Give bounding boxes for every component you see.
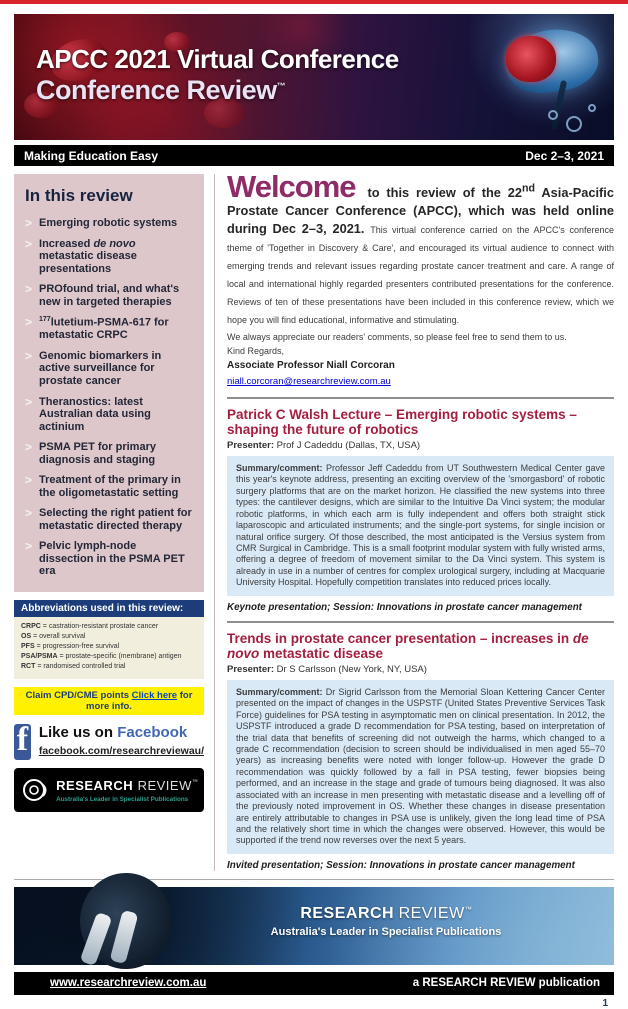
welcome-body: This virtual conference carried on the APCC's conference theme of 'Together in Discovery & Care', and encouraged its virtual audience to connect with emerging trends and relevant issues regarding prostate cancer treatment and care. A range of local and international highly regarded presenters contributed presentations for the conference. Reviews of ten of these presentations have been included in this conference review, which we hope you will find educational, informative and stimulating.	[227, 225, 614, 325]
presenter-line: Presenter: Prof J Cadeddu (Dallas, TX, USA)	[227, 440, 421, 452]
welcome-section	[227, 169, 614, 389]
facebook-page-link[interactable]: facebook.com/researchreviewau/	[38, 744, 204, 757]
regards-line: Kind Regards,	[227, 346, 285, 357]
info-bar	[14, 145, 614, 166]
banner-brand-text	[242, 905, 530, 938]
review-topic	[25, 474, 193, 499]
welcome-paragraph	[227, 169, 614, 328]
review-topic-label: Increased de novo metastatic disease presentations	[39, 237, 137, 275]
abbreviation-entry: CRPC = castration-resistant prostate cancer	[21, 622, 159, 630]
review-topic-label: Theranostics: latest Australian data using actinium	[39, 395, 151, 433]
abbreviation-entry: PFS = progression-free survival	[21, 643, 120, 651]
facebook-icon[interactable]: f	[14, 724, 31, 760]
review-topic-label: Emerging robotic systems	[39, 217, 178, 229]
welcome-heading: Welcome	[227, 169, 356, 204]
review-topic	[25, 238, 193, 276]
research-review-logo	[14, 768, 204, 812]
masthead-titles	[36, 44, 399, 106]
issue-date: Dec 2–3, 2021	[525, 148, 604, 163]
chevron-bullet-icon: >	[25, 216, 33, 230]
review-topic-label: Genomic biomarkers in active surveillance for prostate cancer	[39, 349, 162, 387]
chevron-bullet-icon: >	[25, 506, 33, 521]
section-divider	[227, 397, 614, 399]
abbreviations-title: Abbreviations used in this review:	[14, 600, 204, 617]
review-topic	[25, 441, 193, 466]
presenter-line: Presenter: Dr S Carlsson (New York, NY, USA)	[227, 663, 427, 675]
logo-tagline: Australia's Leader in Specialist Publications	[56, 795, 189, 803]
session-line: Invited presentation; Session: Innovations in prostate cancer management	[227, 859, 575, 871]
review-topic-label: Pelvic lymph-node dissection in the PSMA PET era	[39, 540, 185, 578]
main-content	[214, 169, 614, 871]
ordinal-superscript: nd	[522, 182, 536, 195]
chevron-bullet-icon: >	[25, 440, 33, 455]
article-title: Patrick C Walsh Lecture – Emerging robotic systems – shaping the future of robotics	[227, 406, 577, 437]
trademark-symbol: ™	[464, 906, 472, 914]
comments-note: We always appreciate our readers' comments, so please feel free to send them to us.	[227, 332, 567, 342]
review-topic	[25, 396, 193, 434]
sections-container	[227, 407, 614, 871]
abbreviations-list	[14, 617, 204, 679]
tagline: Making Education Easy	[24, 148, 159, 163]
page-number: 1	[602, 997, 608, 1009]
review-topic	[25, 316, 193, 342]
review-topic-label: PSMA PET for primary diagnosis and staging	[39, 441, 156, 466]
cpd-text: Claim CPD/CME points	[25, 689, 130, 701]
review-topic-label: Treatment of the primary in the oligometastatic setting	[39, 474, 181, 499]
facebook-panel	[14, 720, 204, 760]
facebook-like-label: Like us on Facebook	[38, 723, 188, 741]
cpd-banner	[14, 687, 204, 715]
chevron-bullet-icon: >	[25, 282, 33, 297]
footer-website-link[interactable]: www.researchreview.com.au	[50, 977, 207, 990]
chevron-bullet-icon: >	[25, 315, 33, 330]
abbreviation-entry: OS = overall survival	[21, 633, 86, 641]
article-section	[227, 407, 614, 613]
review-topic-label: PROfound trial, and what's new in targeted therapies	[39, 283, 180, 308]
editor-email-link[interactable]: niall.corcoran@researchreview.com.au	[227, 375, 391, 387]
review-topic	[25, 540, 193, 578]
in-this-review-panel	[14, 174, 204, 592]
molecule-icon	[588, 104, 596, 112]
conference-title: APCC 2021 Virtual Conference	[36, 44, 399, 74]
review-topic-label: $^{177}$lutetium-PSMA-617 for metastatic CRPC	[39, 316, 169, 342]
research-review-logo-icon	[20, 775, 50, 805]
abbreviations-panel	[14, 600, 204, 679]
chevron-bullet-icon: >	[25, 539, 33, 554]
review-topic	[25, 507, 193, 532]
sidebar	[14, 174, 204, 812]
footer-publication: a RESEARCH REVIEW publication	[412, 977, 600, 990]
editor-name: Associate Professor Niall Corcoran	[227, 359, 395, 371]
trademark-symbol: ™	[191, 779, 198, 786]
abbreviation-entry: RCT = randomised controlled trial	[21, 663, 126, 671]
masthead-banner	[14, 14, 614, 140]
trademark-symbol: ™	[276, 81, 286, 91]
footer-bar	[14, 972, 614, 995]
summary-box: Summary/comment: Dr Sigrid Carlsson from the Memorial Sloan Kettering Cancer Center presented on the impact of changes in the USPSTF (United States Preventive Services Task Force) guidelines for PSA testing in asymptomatic men on clinical presentation. In 2012, the USPSTF introduced a grade D recommendation for PSA testing, based on interpretation of the trial data that benefits of screening did not outweigh the harms, which changed to a grade C recommendation (decision to screen should be individualised in men aged 55–70 years) as increasing benefits were noted with longer follow-up. However the grade D recommendation was quickly followed by a fall in PSA testing, fewer biopsies being performed, and an increase in the stage and grade of tumours being diagnosed. It was also associated with an increase in men presenting with metastatic disease and a levelling off of the previously noted improvement in OS. Whether these changes in disease presentation are entirely attributable to changes in PSA use is unlikely, given the long lead time of PSA and the relatively short time in which the changes were observed. However, this would be supported if the trend now reverses over the next 5 years.	[227, 680, 614, 854]
chevron-bullet-icon: >	[25, 473, 33, 488]
cpd-click-here-link[interactable]: Click here	[131, 689, 178, 701]
facebook-text	[39, 724, 204, 759]
review-topic	[25, 217, 193, 230]
banner-brand: RESEARCH REVIEW™	[300, 904, 472, 922]
content-area	[14, 169, 614, 871]
article-section	[227, 631, 614, 871]
summary-box: Summary/comment: Professor Jeff Cadeddu from UT Southwestern Medical Center gave this year's keynote address, presenting an exciting overview of the 'smorgasbord' of robotic surgery platforms that are on the market horizon. He classified the new systems into three types: the cantilever designs, which are similar to the Intuitive Da Vinci system; the modular robotic platforms, in which each arm is fully independent and offers both straight stick laparoscopic and articulated instruments; and the single-port systems, for single incision or natural orifice surgery. Of those described, the most anticipated is the Versius system from CMR Surgical in Cambridge. This is a small footprint modular system with fully wristed arms, offering a degree of freedom of movement similar to the Da Vinci system. This system is already in use in a number of centres for complex urological surgery, including at Macquarie University Hospital. Hopefully competition translates into reduced prices locally.	[227, 456, 614, 596]
banner-tagline: Australia's Leader in Specialist Publications	[270, 925, 502, 938]
chevron-bullet-icon: >	[25, 236, 33, 251]
facebook-wordmark: Facebook	[117, 723, 188, 741]
review-topic-label: Selecting the right patient for metastatic directed therapy	[39, 507, 192, 532]
tumor-illustration	[506, 36, 556, 82]
review-topics-list	[25, 217, 193, 578]
session-line: Keynote presentation; Session: Innovations in prostate cancer management	[227, 601, 582, 613]
molecule-icon	[548, 110, 558, 120]
chevron-bullet-icon: >	[25, 348, 33, 363]
publication-title: Conference Review™	[36, 75, 286, 105]
review-topic	[25, 283, 193, 308]
abbreviation-entry: PSA/PSMA = prostate-specific (membrane) antigen	[21, 653, 182, 661]
research-review-banner	[14, 887, 614, 965]
welcome-lead: to this review of the 22nd Asia-Pacific Prostate Cancer Conference (APCC), which was held online during Dec 2–3, 2021.	[227, 182, 614, 236]
section-divider	[227, 621, 614, 623]
review-topic	[25, 350, 193, 388]
top-accent-line	[0, 0, 628, 4]
cpd-text-suffix: for more info.	[86, 689, 193, 712]
in-this-review-title: In this review	[25, 186, 133, 205]
molecule-icon	[566, 116, 582, 132]
research-review-logo-text: RESEARCH REVIEW™ Australia's Leader in Specialist Publications	[56, 777, 198, 803]
article-title: Trends in prostate cancer presentation – increases in de novo metastatic disease	[227, 630, 589, 661]
chevron-bullet-icon: >	[25, 394, 33, 409]
